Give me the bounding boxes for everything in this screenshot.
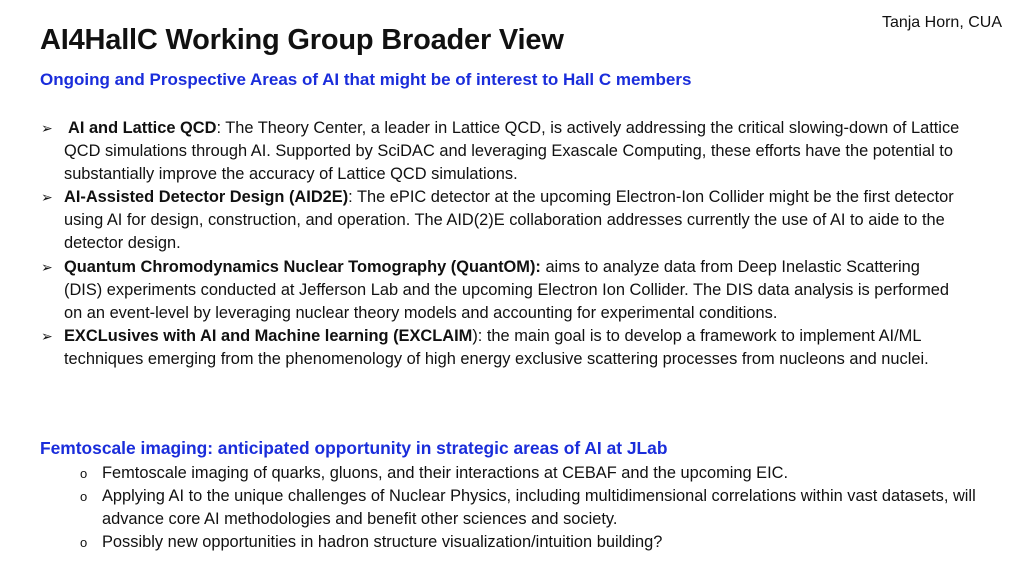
arrow-bullet-icon: ➢	[41, 189, 53, 206]
list-item-quantom	[40, 256, 960, 325]
list-item	[78, 531, 978, 554]
bullet-name: Quantum Chromodynamics Nuclear Tomography (QuantOM):	[64, 257, 541, 276]
arrow-bullet-icon: ➢	[41, 120, 53, 136]
bullet-name: EXCLusives with AI and Machine learning (EXCLAIM	[64, 326, 473, 345]
list-item	[78, 462, 978, 485]
list-item-text: Applying AI to the unique challenges of Nuclear Physics, including multidimensional correlations within vast datasets, will advance core AI methodologies and benefit other sciences and society.	[102, 487, 976, 529]
ai-areas-list	[40, 117, 960, 371]
arrow-bullet-icon: ➢	[41, 327, 53, 344]
circle-bullet-icon: o	[80, 535, 88, 551]
bullet-text: : The Theory Center, a leader in Lattice QCD, is actively addressing the critical slowing-down of Lattice QCD simulations through AI. Supported by SciDAC and leveraging Exascale Computing, these efforts have the potential to substantially improve the accuracy of Lattice QCD simulations.	[64, 119, 960, 184]
femtoscale-list	[78, 462, 978, 554]
author-label: Tanja Horn, CUA	[881, 14, 1002, 31]
list-item-lattice-qcd	[40, 117, 960, 186]
bullet-name: AI and Lattice QCD	[68, 119, 217, 137]
bullet-text: ): the main goal is to develop a framework to implement AI/ML techniques emerging from the phenomenology of high energy exclusive scattering processes from nucleons and nuclei.	[64, 326, 929, 368]
slide-title: AI4HallC Working Group Broader View	[40, 24, 564, 56]
bullet-text: aims to analyze data from Deep Inelastic Scattering (DIS) experiments conducted at Jefferson Lab and the upcoming Electron Ion Collider. The DIS data analysis is performed on an event-level by leveraging nuclear theory models and accounting for experimental conditions.	[64, 257, 949, 322]
list-item-exclaim	[40, 325, 960, 371]
arrow-bullet-icon: ➢	[41, 258, 53, 275]
list-item-aid2e	[40, 186, 960, 255]
circle-bullet-icon: o	[80, 466, 88, 481]
bullet-text: : The ePIC detector at the upcoming Electron-Ion Collider might be the first detector using AI for design, construction, and operation. The AID(2)E collaboration addresses currently the use of AI to aide to the detector design.	[64, 188, 954, 253]
femtoscale-heading: Femtoscale imaging: anticipated opportunity in strategic areas of AI at JLab	[40, 438, 668, 458]
list-item-text: Possibly new opportunities in hadron structure visualization/intuition building?	[102, 533, 663, 552]
list-item	[78, 485, 978, 531]
bullet-name: AI-Assisted Detector Design (AID2E)	[64, 188, 349, 207]
slide-subtitle: Ongoing and Prospective Areas of AI that might be of interest to Hall C members	[40, 70, 692, 89]
list-item-text: Femtoscale imaging of quarks, gluons, and their interactions at CEBAF and the upcoming EIC.	[102, 464, 789, 482]
circle-bullet-icon: o	[80, 489, 88, 505]
